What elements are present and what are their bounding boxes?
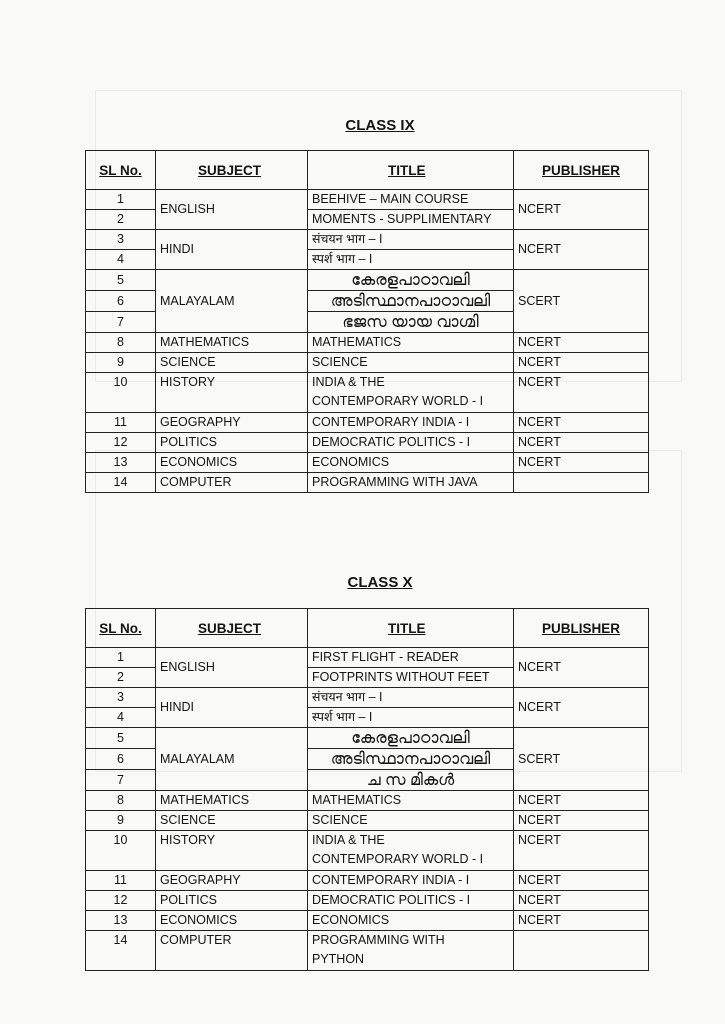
publisher: SCERT xyxy=(514,728,649,791)
title-line: CONTEMPORARY WORLD - I xyxy=(312,394,484,408)
subject: ECONOMICS xyxy=(156,453,308,473)
title: FIRST FLIGHT - READER xyxy=(308,648,514,668)
title: स्पर्श भाग – I xyxy=(308,708,514,728)
title-line: INDIA & THE xyxy=(312,833,385,847)
subject-header: SUBJECT xyxy=(156,609,308,648)
publisher: NCERT xyxy=(514,871,649,891)
publisher: NCERT xyxy=(514,190,649,230)
title: संचयन भाग – I xyxy=(308,230,514,250)
publisher: NCERT xyxy=(514,413,649,433)
title: അടിസ്ഥാനപാഠാവലി xyxy=(308,749,514,770)
title: CONTEMPORARY INDIA - I xyxy=(308,413,514,433)
title: ഭജസ യായ വാഗ്മി xyxy=(308,312,514,333)
subject: SCIENCE xyxy=(156,353,308,373)
sl-no: 12 xyxy=(86,891,156,911)
sl-no: 14 xyxy=(86,473,156,493)
publisher xyxy=(514,931,649,971)
publisher: SCERT xyxy=(514,270,649,333)
title: BEEHIVE – MAIN COURSE xyxy=(308,190,514,210)
title-line: PROGRAMMING WITH xyxy=(312,933,445,947)
table-row xyxy=(86,433,649,453)
sl-no: 7 xyxy=(86,770,156,791)
table-row xyxy=(86,648,649,668)
subject: GEOGRAPHY xyxy=(156,413,308,433)
sl-no: 5 xyxy=(86,728,156,749)
sl-no: 2 xyxy=(86,668,156,688)
sl-no: 7 xyxy=(86,312,156,333)
header-row xyxy=(86,609,649,648)
sl-no: 11 xyxy=(86,413,156,433)
sl-no: 9 xyxy=(86,811,156,831)
publisher-header: PUBLISHER xyxy=(514,609,649,648)
subject: ENGLISH xyxy=(156,648,308,688)
table-row xyxy=(86,728,649,749)
title: കേരളപാഠാവലി xyxy=(308,728,514,749)
title xyxy=(308,931,514,971)
sl-no: 11 xyxy=(86,871,156,891)
table-row xyxy=(86,353,649,373)
title: PROGRAMMING WITH JAVA xyxy=(308,473,514,493)
title: MATHEMATICS xyxy=(308,333,514,353)
subject: ECONOMICS xyxy=(156,911,308,931)
table-row xyxy=(86,891,649,911)
publisher: NCERT xyxy=(514,433,649,453)
subject: HINDI xyxy=(156,688,308,728)
subject: COMPUTER xyxy=(156,473,308,493)
title: SCIENCE xyxy=(308,353,514,373)
title: DEMOCRATIC POLITICS - I xyxy=(308,891,514,911)
publisher: NCERT xyxy=(514,688,649,728)
title: ECONOMICS xyxy=(308,911,514,931)
table-row xyxy=(86,373,649,413)
title: CONTEMPORARY INDIA - I xyxy=(308,871,514,891)
table-row xyxy=(86,413,649,433)
table-row xyxy=(86,831,649,871)
title-line: PYTHON xyxy=(312,952,365,966)
title xyxy=(308,373,514,413)
header-row xyxy=(86,151,649,190)
table-row xyxy=(86,688,649,708)
title: കേരളപാഠാവലി xyxy=(308,270,514,291)
sl-no: 14 xyxy=(86,931,156,971)
title-header: TITLE xyxy=(308,151,514,190)
class-ix-heading: CLASS IX xyxy=(345,117,415,134)
sl-no: 1 xyxy=(86,648,156,668)
sl-no-header: SL No. xyxy=(86,151,156,190)
title: FOOTPRINTS WITHOUT FEET xyxy=(308,668,514,688)
subject: SCIENCE xyxy=(156,811,308,831)
table-row xyxy=(86,270,649,291)
title: संचयन भाग – I xyxy=(308,688,514,708)
title-line: INDIA & THE xyxy=(312,375,385,389)
title: DEMOCRATIC POLITICS - I xyxy=(308,433,514,453)
sl-no: 12 xyxy=(86,433,156,453)
sl-no: 10 xyxy=(86,831,156,871)
publisher: NCERT xyxy=(514,353,649,373)
table-row xyxy=(86,473,649,493)
sl-no: 3 xyxy=(86,230,156,250)
publisher: NCERT xyxy=(514,791,649,811)
subject: POLITICS xyxy=(156,891,308,911)
sl-no: 1 xyxy=(86,190,156,210)
table-row xyxy=(86,791,649,811)
sl-no: 10 xyxy=(86,373,156,413)
subject: MALAYALAM xyxy=(156,728,308,791)
subject: HINDI xyxy=(156,230,308,270)
subject: MATHEMATICS xyxy=(156,333,308,353)
class-x-table xyxy=(85,608,649,971)
sl-no-header: SL No. xyxy=(86,609,156,648)
table-row xyxy=(86,230,649,250)
title xyxy=(308,831,514,871)
class-ix-table xyxy=(85,150,649,493)
title: അടിസ്ഥാനപാഠാവലി xyxy=(308,291,514,312)
table-row xyxy=(86,911,649,931)
publisher: NCERT xyxy=(514,230,649,270)
title-header: TITLE xyxy=(308,609,514,648)
publisher: NCERT xyxy=(514,911,649,931)
table-row xyxy=(86,190,649,210)
subject: GEOGRAPHY xyxy=(156,871,308,891)
sl-no: 8 xyxy=(86,333,156,353)
sl-no: 2 xyxy=(86,210,156,230)
sl-no: 6 xyxy=(86,291,156,312)
publisher-header: PUBLISHER xyxy=(514,151,649,190)
title: स्पर्श भाग – I xyxy=(308,250,514,270)
publisher: NCERT xyxy=(514,811,649,831)
title: ECONOMICS xyxy=(308,453,514,473)
sl-no: 4 xyxy=(86,708,156,728)
publisher xyxy=(514,473,649,493)
title: SCIENCE xyxy=(308,811,514,831)
title: ച സ മികൾ xyxy=(308,770,514,791)
publisher: NCERT xyxy=(514,453,649,473)
class-x-heading: CLASS X xyxy=(347,574,413,591)
subject: ENGLISH xyxy=(156,190,308,230)
subject: POLITICS xyxy=(156,433,308,453)
sl-no: 9 xyxy=(86,353,156,373)
publisher: NCERT xyxy=(514,891,649,911)
subject-header: SUBJECT xyxy=(156,151,308,190)
title-line: CONTEMPORARY WORLD - I xyxy=(312,852,484,866)
sl-no: 13 xyxy=(86,453,156,473)
sl-no: 8 xyxy=(86,791,156,811)
table-row xyxy=(86,811,649,831)
sl-no: 4 xyxy=(86,250,156,270)
publisher: NCERT xyxy=(514,333,649,353)
table-row xyxy=(86,453,649,473)
subject: COMPUTER xyxy=(156,931,308,971)
title: MOMENTS - SUPPLIMENTARY xyxy=(308,210,514,230)
subject: HISTORY xyxy=(156,831,308,871)
publisher: NCERT xyxy=(514,831,649,871)
subject: MALAYALAM xyxy=(156,270,308,333)
table-row xyxy=(86,931,649,971)
subject: HISTORY xyxy=(156,373,308,413)
publisher: NCERT xyxy=(514,648,649,688)
sl-no: 13 xyxy=(86,911,156,931)
sl-no: 6 xyxy=(86,749,156,770)
table-row xyxy=(86,333,649,353)
sl-no: 3 xyxy=(86,688,156,708)
sl-no: 5 xyxy=(86,270,156,291)
publisher: NCERT xyxy=(514,373,649,413)
title: MATHEMATICS xyxy=(308,791,514,811)
table-row xyxy=(86,871,649,891)
subject: MATHEMATICS xyxy=(156,791,308,811)
